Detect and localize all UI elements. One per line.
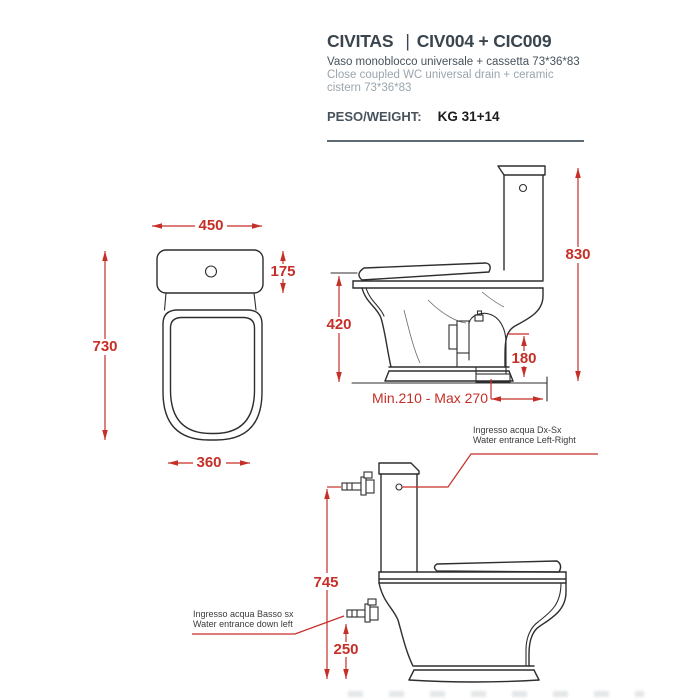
cistern-lid	[498, 166, 545, 175]
dim-total-height	[89, 251, 121, 440]
seat-lid	[359, 263, 490, 280]
seat-lid	[435, 561, 561, 572]
dim-base-width-value: 360	[196, 454, 222, 471]
weight-label: PESO/WEIGHT:	[327, 109, 422, 124]
leader-inlet-bottom	[192, 609, 344, 634]
body-edge-right	[254, 293, 256, 310]
product-code: CIV004 + CIC009	[416, 31, 552, 51]
water-inlet-hole	[396, 484, 402, 490]
dim-height-with-cistern	[561, 168, 595, 381]
glaze-crease	[404, 310, 420, 363]
leader-inlet-side	[402, 425, 598, 487]
subtitle-english: Close coupled WC universal drain + ceramic cistern 73*36*83	[327, 69, 554, 94]
water-inlet-valve-icon	[347, 599, 378, 622]
glaze-crease	[428, 300, 466, 323]
side-view-drawing	[323, 166, 595, 406]
dim-rim-height	[323, 273, 357, 382]
threaded-inlet-pipe	[457, 321, 469, 353]
trap-dome	[469, 313, 506, 374]
note-inlet-side-english: Water entrance Left-Right	[473, 435, 576, 445]
dim-width-top	[152, 217, 262, 234]
subtitle-italian: Vaso monoblocco universale + cassetta 73*36*83	[327, 56, 580, 68]
front-view-drawing	[89, 217, 297, 471]
flush-button-circle-icon	[520, 185, 527, 192]
seat-inner	[171, 318, 255, 434]
dim-cistern-height	[269, 251, 297, 293]
cistern-lid	[379, 463, 419, 474]
bowl-rear-contour	[379, 583, 413, 666]
flush-button-circle-icon	[206, 266, 217, 277]
dim-width-top-value: 450	[198, 217, 224, 234]
brand-name: CIVITAS	[327, 31, 394, 51]
dim-drain-range-value: Min.210 - Max 270	[372, 390, 488, 406]
note-inlet-bottom-italian: Ingresso acqua Basso sx	[193, 609, 294, 619]
partial-watermark	[348, 691, 644, 697]
dim-height-with-cistern-value: 830	[565, 246, 591, 263]
dim-cistern-height-value: 175	[270, 263, 296, 280]
dim-base-width	[168, 454, 250, 471]
dim-rim-height-value: 420	[326, 316, 352, 333]
water-inlet-valve-icon	[342, 472, 374, 495]
glaze-crease	[482, 292, 504, 307]
body-edge-left	[165, 293, 167, 310]
dim-inlet-side-height-value: 745	[313, 574, 339, 591]
note-inlet-bottom-english: Water entrance down left	[193, 619, 293, 629]
dim-inlet-bottom-height	[329, 624, 363, 679]
rear-view-drawing	[192, 425, 598, 682]
dim-drain-height-value: 180	[511, 350, 537, 367]
weight-value: KG 31+14	[437, 109, 500, 124]
bowl-front-contour	[362, 288, 391, 367]
title-separator: |	[405, 31, 410, 51]
note-inlet-side-italian: Ingresso acqua Dx-Sx	[473, 425, 562, 435]
dim-drain-height	[508, 334, 539, 377]
dim-inlet-bottom-height-value: 250	[333, 641, 359, 658]
dim-total-height-value: 730	[92, 338, 118, 355]
pedestal-base	[409, 666, 539, 682]
